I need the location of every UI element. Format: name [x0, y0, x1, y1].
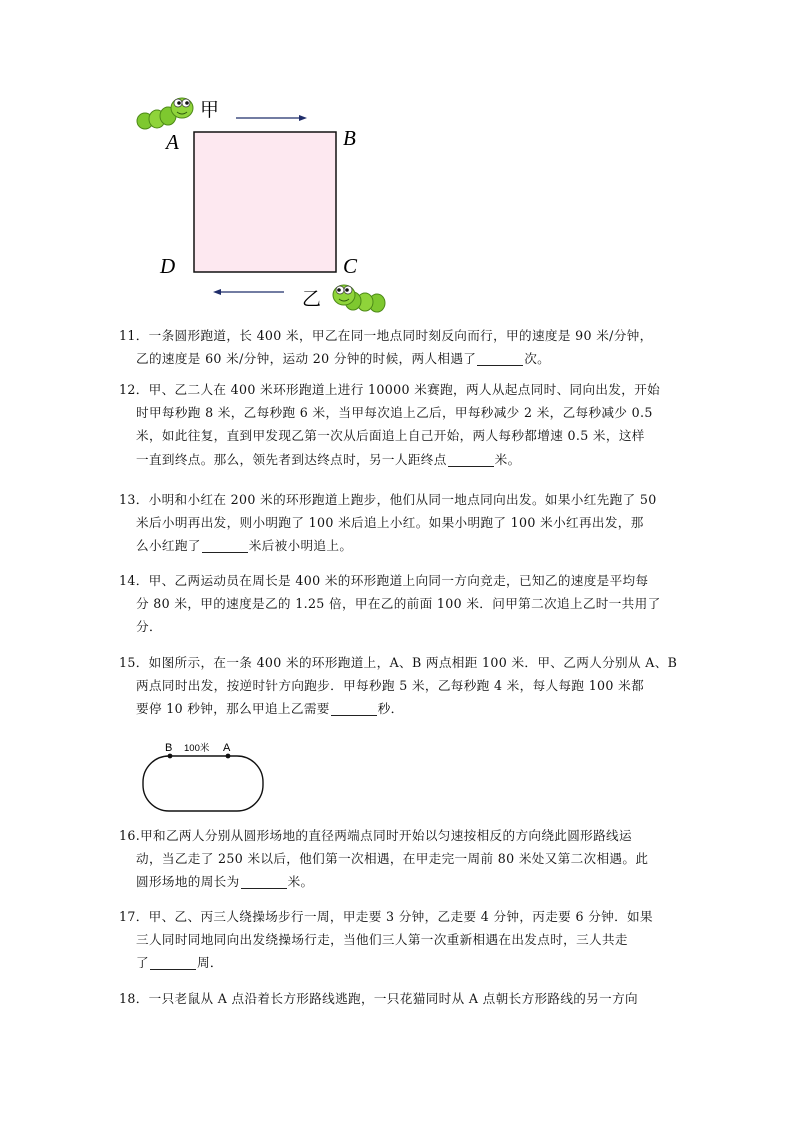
question-text: 米后被小明追上。 — [248, 538, 353, 554]
point-b-marker — [168, 754, 173, 759]
question-line — [119, 347, 679, 370]
question-text: 圆形场地的周长为 — [136, 874, 240, 890]
question-16 — [119, 824, 679, 894]
question-17 — [119, 905, 679, 975]
answer-blank — [150, 955, 196, 970]
question-line — [119, 448, 679, 471]
question-line: 15．如图所示，在一条 400 米的环形跑道上，A、B 两点相距 100 米．甲、乙两人分别从 A、B — [119, 655, 678, 670]
question-text: 么小红跑了 — [136, 538, 201, 554]
label-yi: 乙 — [302, 289, 322, 310]
oval-track-figure — [138, 735, 268, 817]
question-line: 18．一只老鼠从 A 点沿着长方形路线逃跑，一只花猫同时从 A 点朝长方形路线的另一方向 — [119, 991, 639, 1006]
track-label-b: B — [165, 742, 173, 754]
question-line: 分 80 米，甲的速度是乙的 1.25 倍，甲在乙的前面 100 米．问甲第二次追上乙时一共用了 — [136, 596, 661, 612]
question-line: 米，如此往复，直到甲发现乙第一次从后面追上自己开始，两人每秒都增速 0.5 米，这样 — [136, 428, 645, 444]
question-line: 11．一条圆形跑道，长 400 米，甲乙在同一地点同时刻反向而行，甲的速度是 90 米/分钟， — [119, 328, 653, 343]
question-line: 三人同时同地同向出发绕操场行走，当他们三人第一次重新相遇在出发点时，三人共走 — [136, 932, 628, 948]
question-line: 13．小明和小红在 200 米的环形跑道上跑步，他们从同一地点同向出发。如果小红先跑了 50 — [119, 492, 657, 507]
question-11 — [119, 324, 679, 370]
question-line — [119, 870, 679, 893]
question-line: 16.甲和乙两人分别从圆形场地的直径两端点同时开始以匀速按相反的方向绕此圆形路线运 — [119, 828, 632, 843]
vertex-d: D — [160, 254, 176, 278]
question-line: 17．甲、乙、丙三人绕操场步行一周，甲走要 3 分钟，乙走要 4 分钟，丙走要 6 分钟．如果 — [119, 909, 653, 924]
question-line: 动，当乙走了 250 米以后，他们第一次相遇，在甲走完一周前 80 米处又第二次相遇。此 — [136, 851, 649, 867]
answer-blank — [331, 701, 377, 716]
answer-blank — [202, 538, 248, 553]
caterpillar-icon — [137, 98, 193, 129]
question-text: 一直到终点。那么，领先者到达终点时，另一人距终点 — [136, 451, 447, 467]
caterpillar-icon — [333, 285, 385, 312]
question-text: 秒． — [377, 701, 404, 717]
question-line: 时甲每秒跑 8 米，乙每秒跑 6 米，当甲每次追上乙后，甲每秒减少 2 米，乙每秒减少 0.5 — [136, 405, 653, 421]
point-a-marker — [226, 754, 231, 759]
label-jia: 甲 — [200, 100, 220, 121]
vertex-a: A — [166, 130, 179, 154]
arrow-right-icon — [236, 115, 307, 121]
question-text: 乙的速度是 60 米/分钟，运动 20 分钟的时候，两人相遇了 — [136, 351, 477, 367]
question-text: 周． — [196, 955, 223, 971]
question-line: 米后小明再出发，则小明跑了 100 米后追上小红。如果小明跑了 100 米小红再出发，那 — [136, 515, 644, 531]
vertex-c: C — [343, 254, 358, 278]
question-18 — [119, 987, 679, 1010]
question-13 — [119, 488, 679, 558]
track-label-a: A — [223, 742, 231, 754]
question-text: 次。 — [524, 351, 551, 367]
question-text: 要停 10 秒钟，那么甲追上乙需要 — [136, 701, 330, 717]
question-14 — [119, 569, 679, 639]
square-track-figure — [130, 88, 400, 323]
question-15 — [119, 651, 679, 721]
arrow-left-icon — [213, 289, 284, 295]
question-line: 两点同时出发，按逆时针方向跑步．甲每秒跑 5 米，乙每秒跑 4 米，每人每跑 100 米都 — [136, 678, 645, 694]
question-line: 14．甲、乙两运动员在周长是 400 米的环形跑道上向同一方向竞走，已知乙的速度是平均每 — [119, 573, 649, 588]
vertex-b: B — [343, 126, 356, 150]
question-text: 米。 — [287, 874, 314, 890]
question-12 — [119, 378, 679, 471]
oval-track — [143, 756, 263, 811]
answer-blank — [241, 874, 287, 889]
question-line: 分． — [136, 619, 162, 635]
square-track — [194, 132, 336, 272]
question-line: 12．甲、乙二人在 400 米环形跑道上进行 10000 米赛跑，两人从起点同时、同向出发，开始 — [119, 382, 661, 397]
question-line — [119, 534, 679, 557]
answer-blank — [448, 452, 494, 467]
answer-blank — [477, 351, 523, 366]
question-text: 了 — [136, 955, 149, 971]
track-label-distance: 100米 — [184, 743, 210, 754]
question-text: 米。 — [494, 451, 521, 467]
question-line — [119, 697, 679, 720]
question-line — [119, 951, 679, 974]
